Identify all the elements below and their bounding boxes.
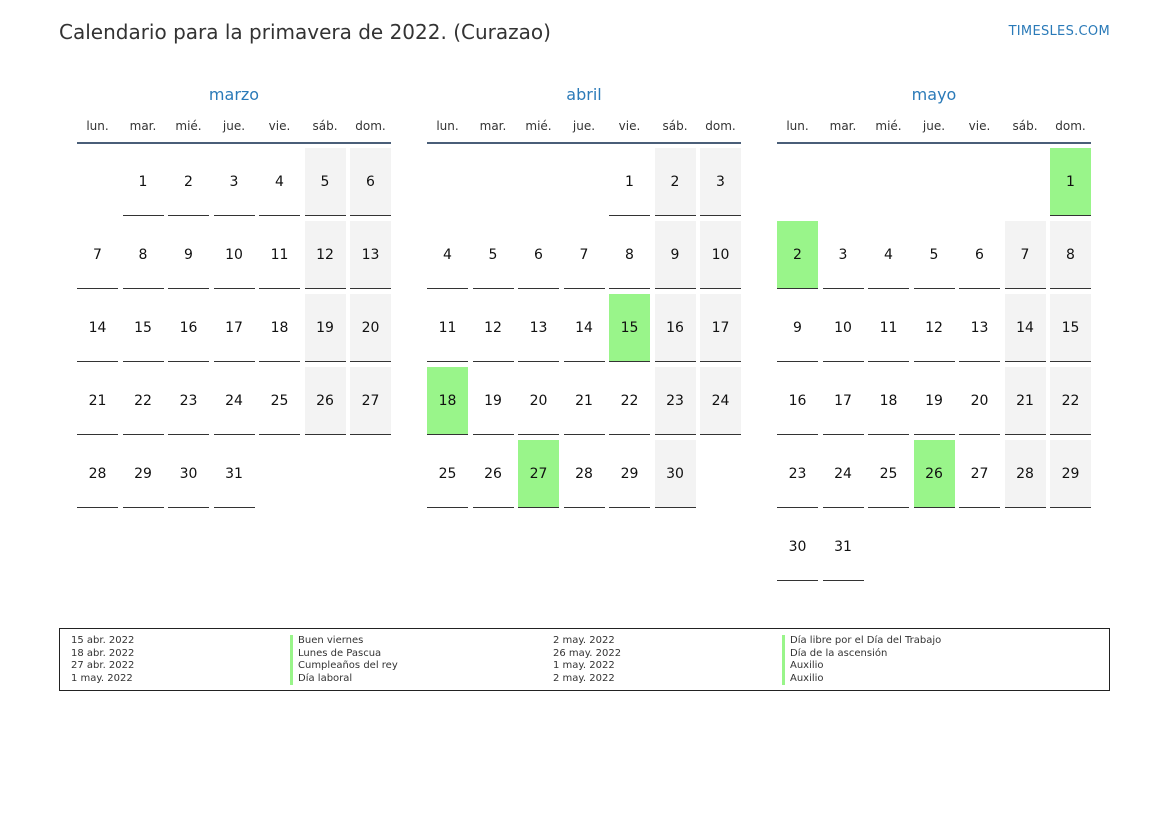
day-cell[interactable]: 20 [959,367,1000,435]
weekday-header [427,118,741,144]
holiday-legend [59,628,1110,691]
day-cell[interactable]: 27 [518,440,559,508]
weekday-label: jue. [572,119,596,133]
day-cell[interactable]: 4 [427,221,468,289]
day-cell[interactable]: 15 [123,294,164,362]
day-cell[interactable]: 6 [959,221,1000,289]
legend-date: 1 may. 2022 [71,672,133,684]
day-cell[interactable]: 18 [427,367,468,435]
day-cell[interactable]: 17 [214,294,255,362]
day-cell[interactable]: 14 [1005,294,1046,362]
weekday-label: mié. [875,119,902,133]
day-cell[interactable]: 19 [914,367,955,435]
legend-holiday-name: Día de la ascensión [782,648,941,661]
day-cell[interactable]: 16 [777,367,818,435]
day-cell[interactable]: 8 [123,221,164,289]
weekday-label: vie. [268,119,291,133]
legend-holiday-name: Auxilio [782,660,941,673]
day-cell[interactable]: 22 [123,367,164,435]
day-cell[interactable]: 13 [350,221,391,289]
day-cell[interactable]: 24 [214,367,255,435]
legend-date: 2 may. 2022 [553,635,615,646]
day-cell[interactable]: 12 [305,221,346,289]
legend-dates-2 [553,635,621,685]
day-cell[interactable]: 26 [914,440,955,508]
day-cell[interactable]: 17 [700,294,741,362]
day-cell[interactable]: 14 [564,294,605,362]
day-cell[interactable]: 6 [350,148,391,216]
weekday-label: vie. [618,119,641,133]
day-cell[interactable]: 28 [77,440,118,508]
legend-date: 2 may. 2022 [553,672,615,684]
day-cell[interactable]: 27 [959,440,1000,508]
day-cell[interactable]: 3 [823,221,864,289]
day-cell[interactable]: 2 [777,221,818,289]
day-cell[interactable]: 28 [1005,440,1046,508]
weekday-label: jue. [922,119,946,133]
legend-date: 26 may. 2022 [553,647,622,659]
weekday-label: dom. [355,119,386,133]
day-cell[interactable]: 10 [700,221,741,289]
day-cell[interactable]: 4 [259,148,300,216]
weekday-header [777,118,1091,144]
month-mayo [777,84,1091,555]
day-cell[interactable]: 11 [259,221,300,289]
month-name: abril [566,85,602,104]
weekday-label: mar. [829,119,857,133]
day-cell[interactable]: 25 [868,440,909,508]
weekday-label: lun. [786,119,809,133]
day-cell[interactable]: 6 [518,221,559,289]
day-cell[interactable]: 24 [823,440,864,508]
day-cell[interactable]: 23 [655,367,696,435]
day-cell[interactable]: 21 [564,367,605,435]
page-title: Calendario para la primavera de 2022. (Curazao) [59,20,551,44]
day-cell[interactable]: 2 [168,148,209,216]
day-cell[interactable]: 15 [609,294,650,362]
day-cell[interactable]: 9 [777,294,818,362]
day-cell[interactable]: 22 [609,367,650,435]
day-cell[interactable]: 21 [1005,367,1046,435]
weekday-label: mar. [479,119,507,133]
day-cell[interactable]: 4 [868,221,909,289]
legend-dates-1 [71,635,134,685]
legend-date: 18 abr. 2022 [71,647,135,659]
day-cell[interactable]: 29 [1050,440,1091,508]
day-cell[interactable]: 23 [777,440,818,508]
day-cell[interactable]: 11 [868,294,909,362]
day-cell[interactable]: 20 [350,294,391,362]
day-cell[interactable]: 21 [77,367,118,435]
month-name: marzo [208,85,260,104]
day-cell[interactable]: 18 [868,367,909,435]
day-cell[interactable]: 27 [350,367,391,435]
day-cell[interactable]: 29 [123,440,164,508]
month-name: mayo [911,85,957,104]
day-cell[interactable]: 5 [305,148,346,216]
day-cell[interactable]: 5 [473,221,514,289]
day-cell[interactable]: 11 [427,294,468,362]
weekday-label: mié. [175,119,202,133]
weekday-label: dom. [705,119,736,133]
weekday-label: lun. [86,119,109,133]
day-cell[interactable]: 30 [777,513,818,581]
legend-holiday-name: Buen viernes [290,635,398,648]
day-cell[interactable]: 25 [427,440,468,508]
day-cell[interactable]: 10 [823,294,864,362]
weekday-label: sáb. [312,119,338,133]
legend-holiday-name: Auxilio [782,673,941,686]
day-cell[interactable]: 7 [77,221,118,289]
day-cell[interactable]: 19 [305,294,346,362]
day-cell[interactable]: 12 [473,294,514,362]
weekday-label: dom. [1055,119,1086,133]
day-cell[interactable]: 19 [473,367,514,435]
legend-date: 15 abr. 2022 [71,635,135,646]
day-cell[interactable]: 1 [1050,148,1091,216]
day-cell[interactable]: 28 [564,440,605,508]
legend-date: 27 abr. 2022 [71,660,135,671]
legend-holiday-name: Día laboral [290,673,398,686]
day-cell[interactable]: 26 [305,367,346,435]
day-cell[interactable]: 1 [609,148,650,216]
site-link[interactable]: TIMESLES.COM [1008,24,1110,39]
day-cell[interactable]: 16 [655,294,696,362]
weekday-label: mar. [129,119,157,133]
legend-names-1 [290,635,398,685]
day-cell[interactable]: 25 [259,367,300,435]
day-cell[interactable]: 30 [168,440,209,508]
day-cell[interactable]: 26 [473,440,514,508]
day-cell[interactable]: 9 [655,221,696,289]
day-cell[interactable]: 17 [823,367,864,435]
weekday-label: sáb. [662,119,688,133]
day-cell[interactable]: 16 [168,294,209,362]
weekday-label: mié. [525,119,552,133]
day-cell[interactable]: 1 [123,148,164,216]
day-cell[interactable]: 8 [609,221,650,289]
legend-holiday-name: Cumpleaños del rey [290,660,398,673]
day-cell[interactable]: 10 [214,221,255,289]
day-cell[interactable]: 3 [214,148,255,216]
day-cell[interactable]: 31 [214,440,255,508]
month-marzo [77,84,391,482]
day-cell[interactable]: 13 [959,294,1000,362]
weekday-label: sáb. [1012,119,1038,133]
weekday-label: vie. [968,119,991,133]
day-cell[interactable]: 8 [1050,221,1091,289]
day-cell[interactable]: 18 [259,294,300,362]
day-cell[interactable]: 13 [518,294,559,362]
legend-holiday-name: Día libre por el Día del Trabajo [782,635,941,648]
weekday-header [77,118,391,144]
day-cell[interactable]: 29 [609,440,650,508]
day-cell[interactable]: 22 [1050,367,1091,435]
day-cell[interactable]: 12 [914,294,955,362]
legend-holiday-name: Lunes de Pascua [290,648,398,661]
day-cell[interactable]: 30 [655,440,696,508]
day-cell[interactable]: 7 [564,221,605,289]
day-cell[interactable]: 24 [700,367,741,435]
day-cell[interactable]: 20 [518,367,559,435]
weekday-label: jue. [222,119,246,133]
day-cell[interactable]: 7 [1005,221,1046,289]
legend-date: 1 may. 2022 [553,660,615,671]
day-cell[interactable]: 5 [914,221,955,289]
day-cell[interactable]: 23 [168,367,209,435]
day-cell[interactable]: 15 [1050,294,1091,362]
day-cell[interactable]: 3 [700,148,741,216]
month-abril [427,84,741,482]
day-cell[interactable]: 2 [655,148,696,216]
day-cell[interactable]: 9 [168,221,209,289]
day-cell[interactable]: 31 [823,513,864,581]
weekday-label: lun. [436,119,459,133]
legend-names-2 [782,635,941,685]
day-cell[interactable]: 14 [77,294,118,362]
